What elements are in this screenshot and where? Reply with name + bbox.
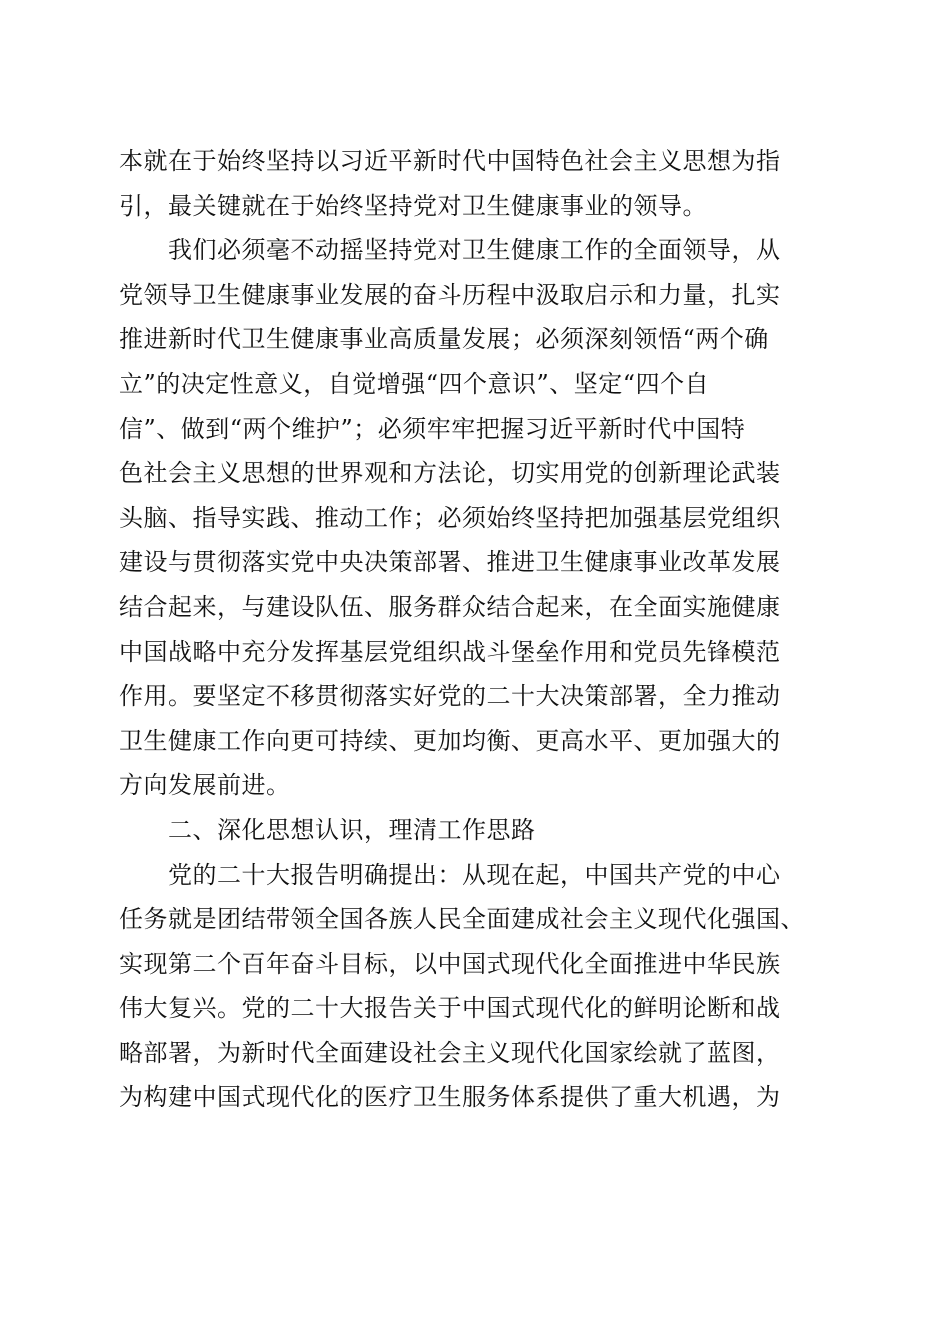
body-line: 中国战略中充分发挥基层党组织战斗堡垒作用和党员先锋模范 [119,637,781,666]
body-line: 伟大复兴。党的二十大报告关于中国式现代化的鲜明论断和战 [119,994,781,1023]
body-line: 党的二十大报告明确提出：从现在起，中国共产党的中心 [119,860,781,889]
body-line: 信”、做到“两个维护”；必须牢牢把握习近平新时代中国特 [119,414,746,443]
body-line: 卫生健康工作向更可持续、更加均衡、更高水平、更加强大的 [119,726,781,755]
body-line: 头脑、指导实践、推动工作；必须始终坚持把加强基层党组织 [119,503,781,532]
body-line: 略部署，为新时代全面建设社会主义现代化国家绘就了蓝图， [119,1038,781,1067]
section-heading: 二、深化思想认识，理清工作思路 [119,815,536,844]
body-line: 实现第二个百年奋斗目标，以中国式现代化全面推进中华民族 [119,949,781,978]
document-body [119,139,831,1120]
body-line: 建设与贯彻落实党中央决策部署、推进卫生健康事业改革发展 [119,548,781,577]
body-line: 立”的决定性意义，自觉增强“四个意识”、坚定“四个自 [119,369,710,398]
body-line: 色社会主义思想的世界观和方法论，切实用党的创新理论武装 [119,459,781,488]
body-line: 作用。要坚定不移贯彻落实好党的二十大决策部署，全力推动 [119,682,781,711]
body-line: 我们必须毫不动摇坚持党对卫生健康工作的全面领导，从 [119,236,781,265]
body-line: 任务就是团结带领全国各族人民全面建成社会主义现代化强国、 [119,905,805,934]
body-line: 推进新时代卫生健康事业高质量发展；必须深刻领悟“两个确 [119,325,769,354]
body-line: 为构建中国式现代化的医疗卫生服务体系提供了重大机遇，为 [119,1083,781,1112]
body-line: 本就在于始终坚持以习近平新时代中国特色社会主义思想为指 [119,147,781,175]
body-line: 党领导卫生健康事业发展的奋斗历程中汲取启示和力量，扎实 [119,280,781,309]
body-line: 方向发展前进。 [119,771,291,800]
body-line: 结合起来，与建设队伍、服务群众结合起来，在全面实施健康 [119,592,781,621]
body-line: 引，最关键就在于始终坚持党对卫生健康事业的领导。 [119,191,707,220]
